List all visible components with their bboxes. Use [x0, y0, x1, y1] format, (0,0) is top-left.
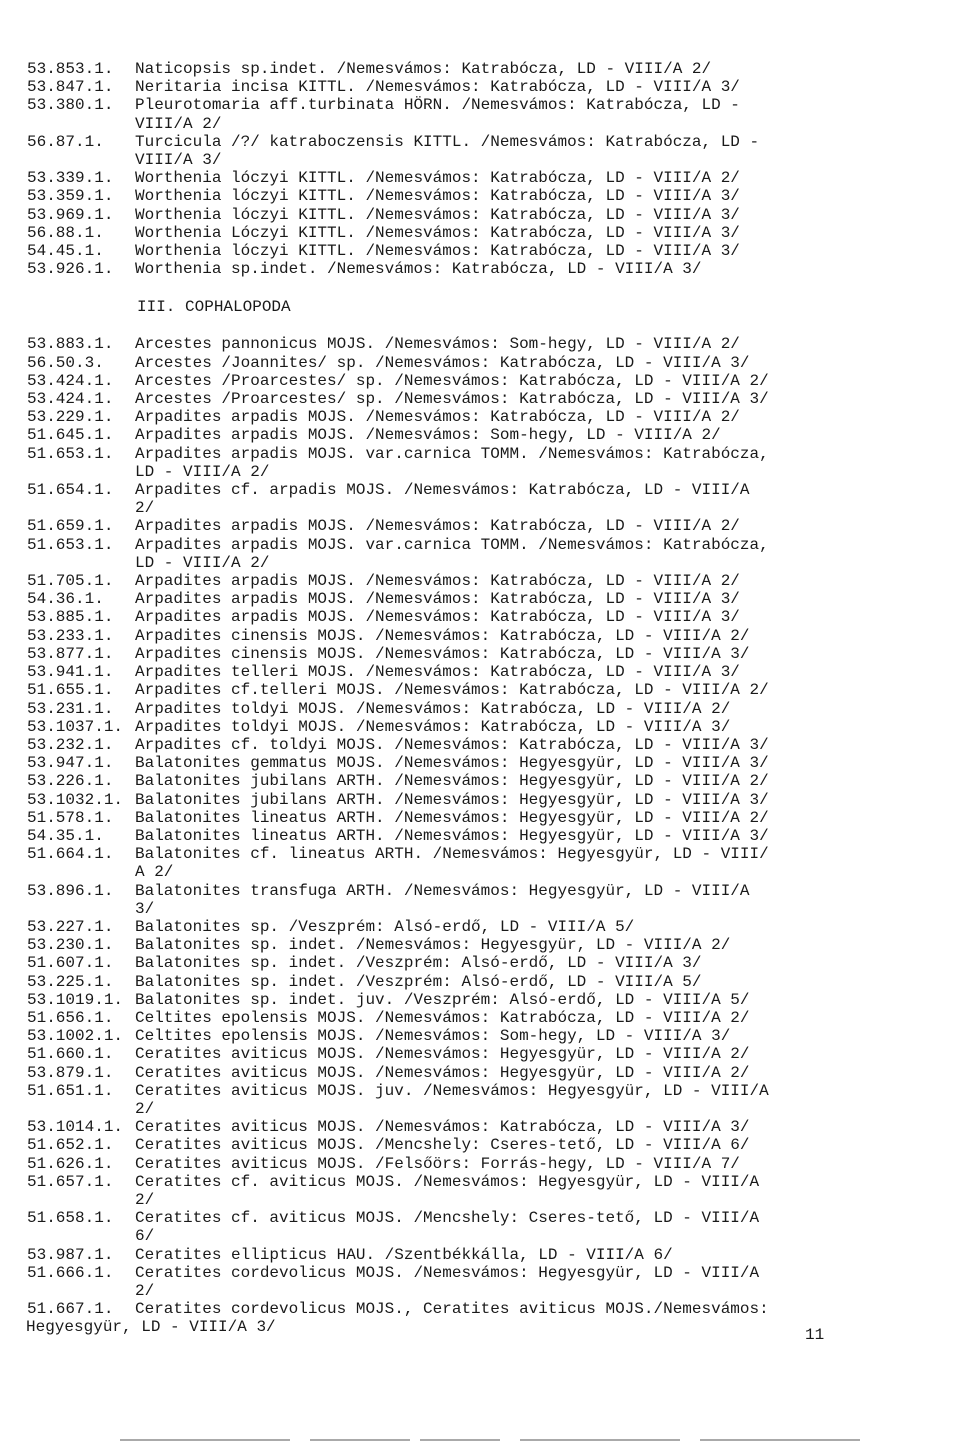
entry-continuation: 2/ [135, 499, 155, 518]
entry-text [135, 809, 830, 827]
entry-description: Ceratites cordevolicus MOJS. /Nemesvámos: Hegyesgyür, LD - VIII/A [135, 1263, 760, 1282]
catalog-number: 54.45.1. [27, 242, 104, 261]
catalog-number: 53.233.1. [27, 626, 114, 645]
entry-text [135, 1045, 830, 1063]
entry-text [135, 390, 830, 408]
catalog-entry [0, 481, 960, 517]
entry-text [135, 1173, 830, 1209]
entry-text [135, 700, 830, 718]
entry-text [135, 426, 830, 444]
catalog-entry [0, 627, 960, 645]
catalog-entry [0, 918, 960, 936]
catalog-number: 51.705.1. [27, 572, 114, 591]
entry-description: Arpadites arpadis MOJS. /Nemesvámos: Katrabócza, LD - VIII/A 3/ [135, 608, 740, 627]
entry-text [135, 481, 830, 517]
catalog-entry [0, 517, 960, 535]
catalog-entry [0, 1118, 960, 1136]
bottom-rule-marks [120, 1435, 860, 1445]
entry-text [135, 1064, 830, 1082]
catalog-number: 51.666.1. [27, 1263, 114, 1282]
catalog-number: 56.88.1. [27, 223, 104, 242]
entry-text [135, 991, 830, 1009]
catalog-entry [0, 1064, 960, 1082]
entry-text [135, 1246, 830, 1264]
entry-text [135, 1155, 830, 1173]
catalog-number: 51.651.1. [27, 1081, 114, 1100]
entry-text [135, 78, 830, 96]
entry-text [135, 590, 830, 608]
entry-text [135, 96, 830, 132]
catalog-entry [0, 1155, 960, 1173]
catalog-entry [0, 827, 960, 845]
entry-text [135, 1009, 830, 1027]
entry-description: Ceratites cf. aviticus MOJS. /Mencshely: Cseres-tető, LD - VIII/A [135, 1209, 760, 1228]
catalog-entry [0, 736, 960, 754]
entry-text [135, 627, 830, 645]
catalog-entry [0, 445, 960, 481]
entry-continuation: 2/ [135, 1099, 155, 1118]
entry-description: Ceratites aviticus MOJS. juv. /Nemesvámos: Hegyesgyür, LD - VIII/A [135, 1081, 769, 1100]
entry-text [135, 772, 830, 790]
catalog-number: 53.883.1. [27, 335, 114, 354]
entry-text [135, 206, 830, 224]
catalog-number: 51.667.1. [27, 1300, 114, 1319]
entry-description: Balatonites cf. lineatus ARTH. /Nemesvámos: Hegyesgyür, LD - VIII/ [135, 845, 769, 864]
catalog-number: 53.947.1. [27, 754, 114, 773]
entry-description: Balatonites lineatus ARTH. /Nemesvámos: Hegyesgyür, LD - VIII/A 2/ [135, 808, 769, 827]
entry-description: Worthenia sp.indet. /Nemesvámos: Katrabócza, LD - VIII/A 3/ [135, 260, 702, 279]
catalog-entry [0, 169, 960, 187]
catalog-entry [0, 1246, 960, 1264]
entry-continuation: Hegyesgyür, LD - VIII/A 3/ [26, 1318, 276, 1337]
catalog-entry [0, 700, 960, 718]
catalog-number: 53.853.1. [27, 60, 114, 78]
catalog-number: 53.424.1. [27, 390, 114, 409]
catalog-number: 53.926.1. [27, 260, 114, 279]
catalog-number: 51.578.1. [27, 808, 114, 827]
entry-description: Arcestes /Proarcestes/ sp. /Nemesvámos: Katrabócza, LD - VIII/A 3/ [135, 390, 769, 409]
entry-text [135, 973, 830, 991]
catalog-entry [0, 772, 960, 790]
catalog-number: 53.1037.1. [27, 717, 124, 736]
catalog-number: 53.225.1. [27, 972, 114, 991]
entry-description: Arpadites toldyi MOJS. /Nemesvámos: Katrabócza, LD - VIII/A 2/ [135, 699, 731, 718]
catalog-entry [0, 754, 960, 772]
entry-text [135, 736, 830, 754]
entry-description: Arpadites telleri MOJS. /Nemesvámos: Katrabócza, LD - VIII/A 3/ [135, 663, 740, 682]
catalog-entry [0, 572, 960, 590]
catalog-number: 53.896.1. [27, 881, 114, 900]
catalog-number: 53.941.1. [27, 663, 114, 682]
catalog-entry [0, 536, 960, 572]
entry-text [135, 1209, 830, 1245]
entry-description: Worthenia Lóczyi KITTL. /Nemesvámos: Katrabócza, LD - VIII/A 3/ [135, 223, 740, 242]
entry-text [135, 754, 830, 772]
entry-text [135, 60, 830, 78]
catalog-number: 51.655.1. [27, 681, 114, 700]
catalog-entry [0, 1045, 960, 1063]
entry-description: Worthenia lóczyi KITTL. /Nemesvámos: Katrabócza, LD - VIII/A 3/ [135, 187, 740, 206]
entry-description: Arcestes pannonicus MOJS. /Nemesvámos: Som-hegy, LD - VIII/A 2/ [135, 335, 740, 354]
entry-description: Celtites epolensis MOJS. /Nemesvámos: Katrabócza, LD - VIII/A 2/ [135, 1008, 750, 1027]
entry-description: Worthenia lóczyi KITTL. /Nemesvámos: Katrabócza, LD - VIII/A 3/ [135, 242, 740, 261]
entry-text [135, 1136, 830, 1154]
entry-description: Balatonites jubilans ARTH. /Nemesvámos: Hegyesgyür, LD - VIII/A 3/ [135, 790, 769, 809]
catalog-entry [0, 390, 960, 408]
catalog-entry [0, 335, 960, 353]
catalog-entry [0, 96, 960, 132]
entry-description: Arpadites arpadis MOJS. /Nemesvámos: Katrabócza, LD - VIII/A 2/ [135, 572, 740, 591]
entry-text [135, 663, 830, 681]
catalog-entry [0, 1136, 960, 1154]
catalog-entry [0, 936, 960, 954]
entry-description: Balatonites sp. indet. /Veszprém: Alsó-erdő, LD - VIII/A 5/ [135, 972, 702, 991]
entry-description: Balatonites sp. indet. /Veszprém: Alsó-erdő, LD - VIII/A 3/ [135, 954, 702, 973]
catalog-number: 51.607.1. [27, 954, 114, 973]
entry-continuation: 2/ [135, 1190, 155, 1209]
entry-text [135, 445, 830, 481]
catalog-number: 53.877.1. [27, 644, 114, 663]
catalog-number: 54.36.1. [27, 590, 104, 609]
cephalopoda-entries [0, 335, 960, 1336]
catalog-number: 51.659.1. [27, 517, 114, 536]
entry-description: Ceratites aviticus MOJS. /Nemesvámos: Hegyesgyür, LD - VIII/A 2/ [135, 1045, 750, 1064]
catalog-number: 51.653.1. [27, 444, 114, 463]
entry-description: Arpadites arpadis MOJS. var.carnica TOMM. /Nemesvámos: Katrabócza, [135, 444, 769, 463]
entry-description: Naticopsis sp.indet. /Nemesvámos: Katrabócza, LD - VIII/A 2/ [135, 60, 712, 78]
entry-description: Arpadites cf. arpadis MOJS. /Nemesvámos: Katrabócza, LD - VIII/A [135, 481, 750, 500]
entry-text [135, 536, 830, 572]
entry-description: Ceratites aviticus MOJS. /Mencshely: Cseres-tető, LD - VIII/A 6/ [135, 1136, 750, 1155]
entry-text [135, 572, 830, 590]
entry-text [135, 187, 830, 205]
catalog-entry [0, 242, 960, 260]
catalog-number: 53.1019.1. [27, 990, 124, 1009]
entry-description: Balatonites transfuga ARTH. /Nemesvámos: Hegyesgyür, LD - VIII/A [135, 881, 750, 900]
entry-description: Arpadites arpadis MOJS. /Nemesvámos: Som-hegy, LD - VIII/A 2/ [135, 426, 721, 445]
catalog-entry [0, 882, 960, 918]
entry-text [135, 372, 830, 390]
gastropoda-entries [0, 60, 960, 278]
entry-description: Arpadites cinensis MOJS. /Nemesvámos: Katrabócza, LD - VIII/A 3/ [135, 644, 750, 663]
catalog-entry [0, 1173, 960, 1209]
catalog-entry [0, 645, 960, 663]
entry-text [135, 335, 830, 353]
entry-description: Balatonites sp. /Veszprém: Alsó-erdő, LD - VIII/A 5/ [135, 917, 635, 936]
entry-text [135, 608, 830, 626]
catalog-number: 51.660.1. [27, 1045, 114, 1064]
entry-description: Celtites epolensis MOJS. /Nemesvámos: Som-hegy, LD - VIII/A 3/ [135, 1027, 731, 1046]
catalog-number: 53.969.1. [27, 205, 114, 224]
catalog-entry [0, 791, 960, 809]
catalog-entry [0, 608, 960, 626]
entry-text [135, 242, 830, 260]
catalog-entry [0, 973, 960, 991]
catalog-number: 53.231.1. [27, 699, 114, 718]
entry-continuation: LD - VIII/A 2/ [135, 553, 270, 572]
entry-text [135, 954, 830, 972]
entry-text [135, 791, 830, 809]
entry-text [135, 1082, 830, 1118]
entry-description: Arpadites arpadis MOJS. var.carnica TOMM. /Nemesvámos: Katrabócza, [135, 535, 769, 554]
catalog-entry [0, 1027, 960, 1045]
catalog-entry [0, 845, 960, 881]
catalog-number: 53.380.1. [27, 96, 114, 115]
catalog-number: 53.987.1. [27, 1245, 114, 1264]
entry-description: Ceratites cf. aviticus MOJS. /Nemesvámos: Hegyesgyür, LD - VIII/A [135, 1172, 760, 1191]
catalog-number: 53.229.1. [27, 408, 114, 427]
entry-text [135, 845, 830, 881]
entry-text [135, 918, 830, 936]
entry-text [135, 517, 830, 535]
entry-description: Worthenia lóczyi KITTL. /Nemesvámos: Katrabócza, LD - VIII/A 3/ [135, 205, 740, 224]
entry-description: Arpadites cf.telleri MOJS. /Nemesvámos: Katrabócza, LD - VIII/A 2/ [135, 681, 769, 700]
entry-description: Pleurotomaria aff.turbinata HÖRN. /Nemesvámos: Katrabócza, LD - [135, 96, 740, 115]
entry-text [135, 936, 830, 954]
entry-description: Balatonites lineatus ARTH. /Nemesvámos: Hegyesgyür, LD - VIII/A 3/ [135, 826, 769, 845]
catalog-number: 53.879.1. [27, 1063, 114, 1082]
entry-text [135, 882, 830, 918]
catalog-number: 53.1002.1. [27, 1027, 124, 1046]
section-heading: III. COPHALOPODA [137, 298, 291, 317]
catalog-number: 51.645.1. [27, 426, 114, 445]
entry-continuation: 3/ [135, 899, 155, 918]
catalog-entry [0, 206, 960, 224]
catalog-entry [0, 60, 960, 78]
catalog-entry [0, 1264, 960, 1300]
entry-text [135, 224, 830, 242]
entry-description: Arpadites arpadis MOJS. /Nemesvámos: Katrabócza, LD - VIII/A 2/ [135, 408, 740, 427]
entry-description: Arpadites cinensis MOJS. /Nemesvámos: Katrabócza, LD - VIII/A 2/ [135, 626, 750, 645]
catalog-number: 51.652.1. [27, 1136, 114, 1155]
catalog-number: 51.626.1. [27, 1154, 114, 1173]
entry-text [135, 681, 830, 699]
catalog-entry [0, 991, 960, 1009]
entry-description: Ceratites aviticus MOJS. /Nemesvámos: Hegyesgyür, LD - VIII/A 2/ [135, 1063, 750, 1082]
catalog-entry [0, 590, 960, 608]
catalog-entry [0, 78, 960, 96]
entry-description: Arpadites arpadis MOJS. /Nemesvámos: Katrabócza, LD - VIII/A 2/ [135, 517, 740, 536]
entry-description: Arpadites arpadis MOJS. /Nemesvámos: Katrabócza, LD - VIII/A 3/ [135, 590, 740, 609]
catalog-entry [0, 426, 960, 444]
entry-description: Turcicula /?/ katraboczensis KITTL. /Nemesvámos: Katrabócza, LD - [135, 132, 760, 151]
entry-description: Balatonites sp. indet. juv. /Veszprém: Alsó-erdő, LD - VIII/A 5/ [135, 990, 750, 1009]
catalog-entry [0, 408, 960, 426]
catalog-entry [0, 1082, 960, 1118]
catalog-entry [0, 1009, 960, 1027]
catalog-entry [0, 133, 960, 169]
entry-description: Neritaria incisa KITTL. /Nemesvámos: Katrabócza, LD - VIII/A 3/ [135, 78, 740, 97]
entry-text [135, 718, 830, 736]
entry-description: Arcestes /Joannites/ sp. /Nemesvámos: Katrabócza, LD - VIII/A 3/ [135, 353, 750, 372]
catalog-number: 51.654.1. [27, 481, 114, 500]
entry-text [135, 1118, 830, 1136]
entry-description: Ceratites cordevolicus MOJS., Ceratites aviticus MOJS./Nemesvámos: [135, 1300, 769, 1319]
entry-description: Worthenia lóczyi KITTL. /Nemesvámos: Katrabócza, LD - VIII/A 2/ [135, 169, 740, 188]
catalog-entry [0, 260, 960, 278]
entry-continuation: 6/ [135, 1227, 155, 1246]
catalog-entry [0, 681, 960, 699]
catalog-number: 51.664.1. [27, 845, 114, 864]
page-number: 11 [805, 1326, 825, 1344]
entry-text [135, 645, 830, 663]
catalog-list [0, 60, 960, 1337]
catalog-number: 51.658.1. [27, 1209, 114, 1228]
catalog-number: 53.424.1. [27, 371, 114, 390]
entry-description: Arcestes /Proarcestes/ sp. /Nemesvámos: Katrabócza, LD - VIII/A 2/ [135, 371, 769, 390]
entry-text [135, 260, 830, 278]
entry-description: Balatonites sp. indet. /Nemesvámos: Hegyesgyür, LD - VIII/A 2/ [135, 936, 731, 955]
entry-text [135, 1027, 830, 1045]
catalog-number: 53.359.1. [27, 187, 114, 206]
catalog-entry [0, 1209, 960, 1245]
catalog-number: 53.230.1. [27, 936, 114, 955]
catalog-number: 51.653.1. [27, 535, 114, 554]
catalog-entry [0, 809, 960, 827]
catalog-number: 53.1014.1. [27, 1118, 124, 1137]
catalog-number: 53.339.1. [27, 169, 114, 188]
entry-text [135, 354, 830, 372]
catalog-number: 54.35.1. [27, 826, 104, 845]
entry-description: Arpadites cf. toldyi MOJS. /Nemesvámos: Katrabócza, LD - VIII/A 3/ [135, 735, 769, 754]
entry-description: Arpadites toldyi MOJS. /Nemesvámos: Katrabócza, LD - VIII/A 3/ [135, 717, 731, 736]
entry-continuation: A 2/ [135, 863, 174, 882]
catalog-number: 53.885.1. [27, 608, 114, 627]
catalog-entry [0, 224, 960, 242]
catalog-entry [0, 187, 960, 205]
catalog-number: 53.226.1. [27, 772, 114, 791]
entry-continuation: 2/ [135, 1282, 155, 1300]
catalog-number: 53.847.1. [27, 78, 114, 97]
catalog-number: 56.87.1. [27, 132, 104, 151]
entry-description: Ceratites ellipticus HAU. /Szentbékkálla, LD - VIII/A 6/ [135, 1245, 673, 1264]
catalog-number: 51.656.1. [27, 1008, 114, 1027]
catalog-entry [0, 354, 960, 372]
entry-description: Balatonites jubilans ARTH. /Nemesvámos: Hegyesgyür, LD - VIII/A 2/ [135, 772, 769, 791]
catalog-entry [0, 718, 960, 736]
catalog-entry [0, 372, 960, 390]
entry-description: Ceratites aviticus MOJS. /Felsőörs: Forrás-hegy, LD - VIII/A 7/ [135, 1154, 740, 1173]
entry-text [135, 169, 830, 187]
entry-description: Balatonites gemmatus MOJS. /Nemesvámos: Hegyesgyür, LD - VIII/A 3/ [135, 754, 769, 773]
catalog-number: 53.227.1. [27, 917, 114, 936]
entry-text [135, 133, 830, 169]
entry-text [135, 408, 830, 426]
catalog-number: 51.657.1. [27, 1172, 114, 1191]
entry-text [135, 1264, 830, 1300]
entry-continuation: VIII/A 2/ [135, 114, 222, 133]
catalog-number: 56.50.3. [27, 353, 104, 372]
catalog-entry [0, 954, 960, 972]
entry-text [135, 827, 830, 845]
entry-continuation: VIII/A 3/ [135, 151, 222, 170]
catalog-number: 53.232.1. [27, 735, 114, 754]
catalog-entry [0, 663, 960, 681]
entry-description: Ceratites aviticus MOJS. /Nemesvámos: Katrabócza, LD - VIII/A 3/ [135, 1118, 750, 1137]
catalog-number: 53.1032.1. [27, 790, 124, 809]
entry-continuation: LD - VIII/A 2/ [135, 462, 270, 481]
